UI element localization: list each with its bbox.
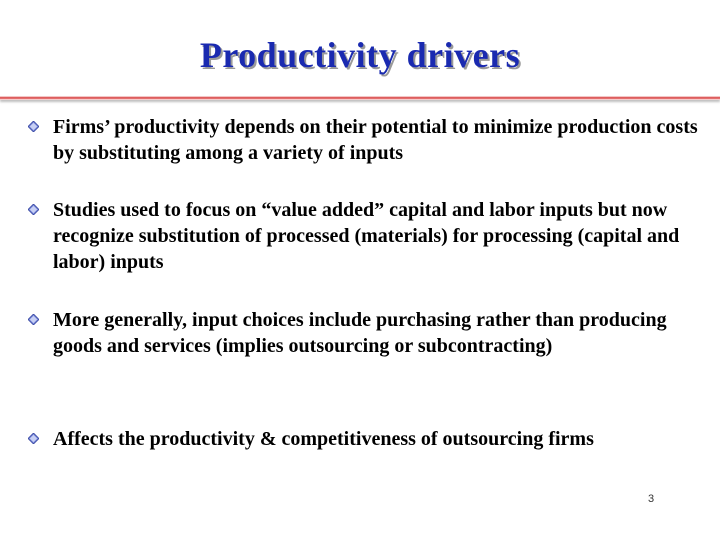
title-divider — [0, 96, 720, 100]
bullet-item — [27, 426, 707, 452]
diamond-bullet-icon — [28, 121, 39, 132]
diamond-bullet-icon — [28, 314, 39, 325]
bullet-item — [27, 197, 707, 275]
bullet-item — [27, 114, 707, 166]
bullet-text: Studies used to focus on “value added” capital and labor inputs but now recognize substitution of processed (materials) for processing (capital and labor) inputs — [53, 199, 680, 273]
slide-title: Productivity drivers — [199, 35, 521, 75]
bullet-text: Firms’ productivity depends on their potential to minimize production costs by substituting among a variety of inputs — [53, 116, 698, 164]
diamond-bullet-icon — [28, 204, 39, 215]
bullet-text: Affects the productivity & competitiveness of outsourcing firms — [53, 428, 594, 450]
bullet-text: More generally, input choices include purchasing rather than producing goods and services (implies outsourcing or subcontracting) — [53, 309, 667, 357]
bullet-item — [27, 307, 707, 359]
diamond-bullet-icon — [28, 433, 39, 444]
page-number: 3 — [648, 493, 655, 505]
